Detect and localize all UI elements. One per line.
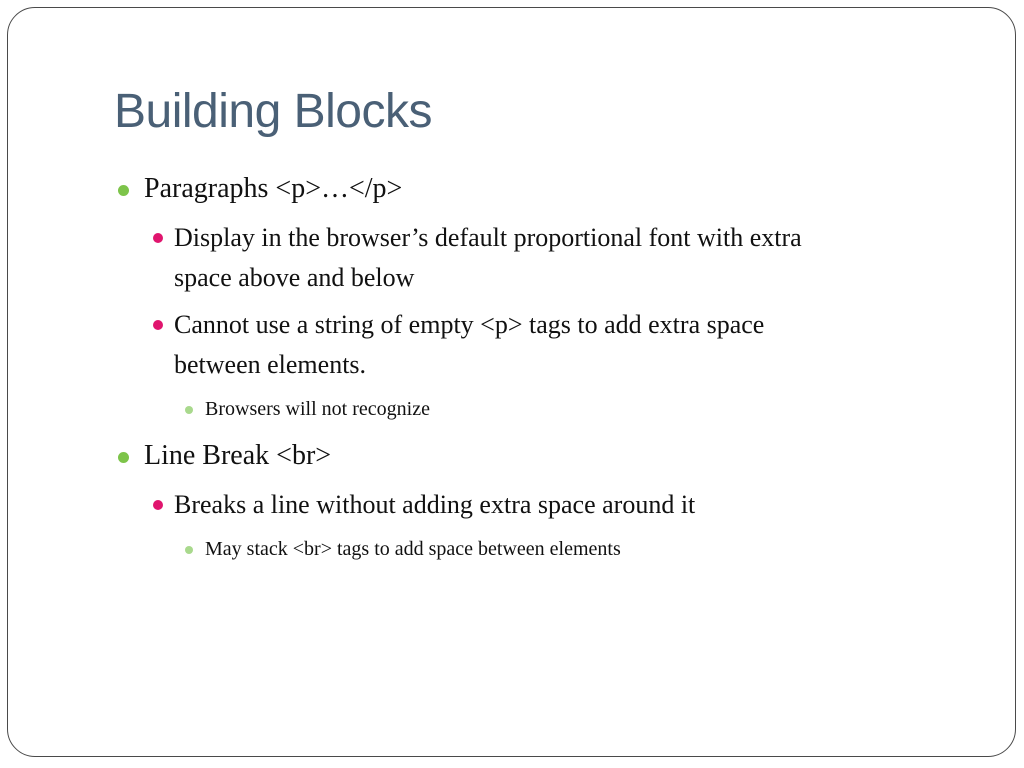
bullet-text: Line Break <br>: [144, 440, 332, 471]
bullet-item-display: [174, 218, 802, 298]
bullet-item-cannot-use: [174, 305, 764, 385]
bullet-dot-icon: [153, 320, 163, 330]
bullet-text-line: space above and below: [174, 263, 415, 292]
bullet-item-may-stack: [205, 536, 621, 562]
bullet-dot-icon: [185, 406, 193, 414]
bullet-text-line: Display in the browser’s default proportional font with extra: [174, 223, 802, 252]
bullet-text: May stack <br> tags to add space between elements: [205, 538, 621, 560]
bullet-dot-icon: [185, 546, 193, 554]
bullet-item-line-break: [144, 437, 331, 475]
bullet-text-line: Cannot use a string of empty <p> tags to add extra space: [174, 310, 765, 339]
bullet-text: Paragraphs <p>…</p>: [144, 173, 403, 204]
bullet-text: Breaks a line without adding extra space around it: [174, 490, 696, 519]
bullet-text-line: between elements.: [174, 350, 367, 379]
bullet-dot-icon: [118, 452, 129, 463]
bullet-dot-icon: [118, 185, 129, 196]
bullet-item-browsers: [205, 396, 430, 422]
bullet-item-breaks-a-line: [174, 485, 695, 525]
bullet-item-paragraphs: [144, 170, 402, 208]
bullet-text: Browsers will not recognize: [205, 398, 430, 420]
bullet-dot-icon: [153, 500, 163, 510]
bullet-dot-icon: [153, 233, 163, 243]
slide-title: Building Blocks: [114, 85, 432, 138]
